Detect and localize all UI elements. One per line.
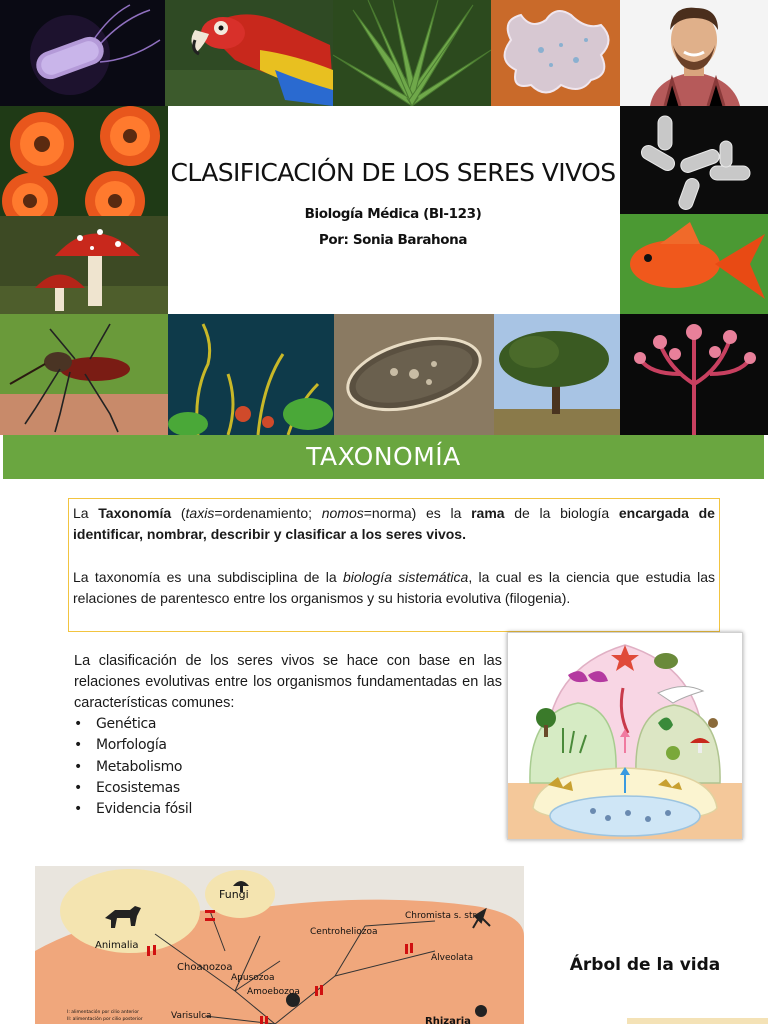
cover-title-box xyxy=(168,108,618,313)
text-run: La xyxy=(73,505,99,521)
note-anterior-cilium: I: alimentación por cilio anterior xyxy=(67,1010,139,1015)
definition-box xyxy=(68,498,720,632)
text-run: de la biología xyxy=(504,505,619,521)
section-banner: TAXONOMÍA xyxy=(3,435,764,479)
text-run: , la cual es la ciencia que estudia las relaciones de parentesco entre los organismos y su historia evolutiva (filogenia). xyxy=(73,569,715,606)
term-taxis: taxis xyxy=(185,505,215,521)
label-rhizaria: Rhizaria xyxy=(425,1016,471,1024)
bacterium-photo xyxy=(0,0,165,106)
decorative-strip xyxy=(627,1018,768,1024)
list-item: • Evidencia fósil xyxy=(74,799,502,820)
label-animalia: Animalia xyxy=(95,940,139,951)
term-rama: rama xyxy=(471,505,505,521)
list-item: • Metabolismo xyxy=(74,757,502,778)
classification-intro: La clasificación de los seres vivos se hace con base en las relaciones evolutivas entre los organismos fundamentadas en las características comunes: xyxy=(74,653,502,711)
tree-caption: Árbol de la vida xyxy=(569,955,721,975)
list-item: • Genética xyxy=(74,714,502,735)
text-run: ( xyxy=(171,505,186,521)
mushroom-photo xyxy=(0,216,168,314)
term-nomos: nomos xyxy=(321,505,364,521)
definition-paragraph-2 xyxy=(73,567,715,609)
kingdoms-illustration xyxy=(507,632,743,840)
presentation-title: CLASIFICACIÓN DE LOS SERES VIVOS xyxy=(170,158,616,187)
tree-photo xyxy=(494,314,620,435)
label-alveolata: Alveolata xyxy=(431,953,474,963)
label-choanozoa: Choanozoa xyxy=(177,962,233,973)
label-apusozoa: Apusozoa xyxy=(231,973,275,983)
goldfish-photo xyxy=(620,214,768,314)
mosquito-photo xyxy=(0,314,168,435)
radiolarian-icon xyxy=(475,1005,487,1017)
parrot-photo xyxy=(165,0,333,106)
aloe-photo xyxy=(333,0,491,106)
label-fungi: Fungi xyxy=(219,888,249,901)
author-name: Por: Sonia Barahona xyxy=(318,232,468,248)
bacteria-sem-photo xyxy=(620,106,768,214)
text-run: La taxonomía es una subdisciplina de la xyxy=(73,569,343,585)
man-portrait-photo xyxy=(620,0,768,106)
amoeba-photo xyxy=(491,0,620,106)
term-biologia-sistematica: biología sistemática xyxy=(342,569,469,585)
definition-paragraph-1 xyxy=(73,503,715,545)
tree-of-life-diagram xyxy=(35,866,524,1024)
label-centroheliozoa: Centroheliozoa xyxy=(310,927,378,937)
label-chromista: Chromista s. str. xyxy=(405,911,479,921)
label-varisulca: Varisulca xyxy=(171,1011,212,1021)
note-posterior-cilium: II: alimentación por cilio posterior xyxy=(67,1017,143,1022)
term-taxonomia: Taxonomía xyxy=(98,505,172,521)
algae-photo xyxy=(168,314,334,435)
list-item: • Ecosistemas xyxy=(74,778,502,799)
classification-section xyxy=(74,651,502,820)
text-run: =ordenamiento; xyxy=(214,505,322,521)
definition-emphasis: encargada de identificar, nombrar, describir y clasificar a los seres vivos. xyxy=(73,505,715,542)
criteria-list xyxy=(74,714,502,820)
text-run: =norma) es la xyxy=(363,505,472,521)
gerbera-flowers-photo xyxy=(0,106,168,216)
label-amoebozoa: Amoebozoa xyxy=(247,987,300,997)
red-algae-photo xyxy=(620,314,768,435)
course-code: Biología Médica (BI-123) xyxy=(304,206,482,222)
list-item: • Morfología xyxy=(74,735,502,756)
paramecium-photo xyxy=(334,314,494,435)
